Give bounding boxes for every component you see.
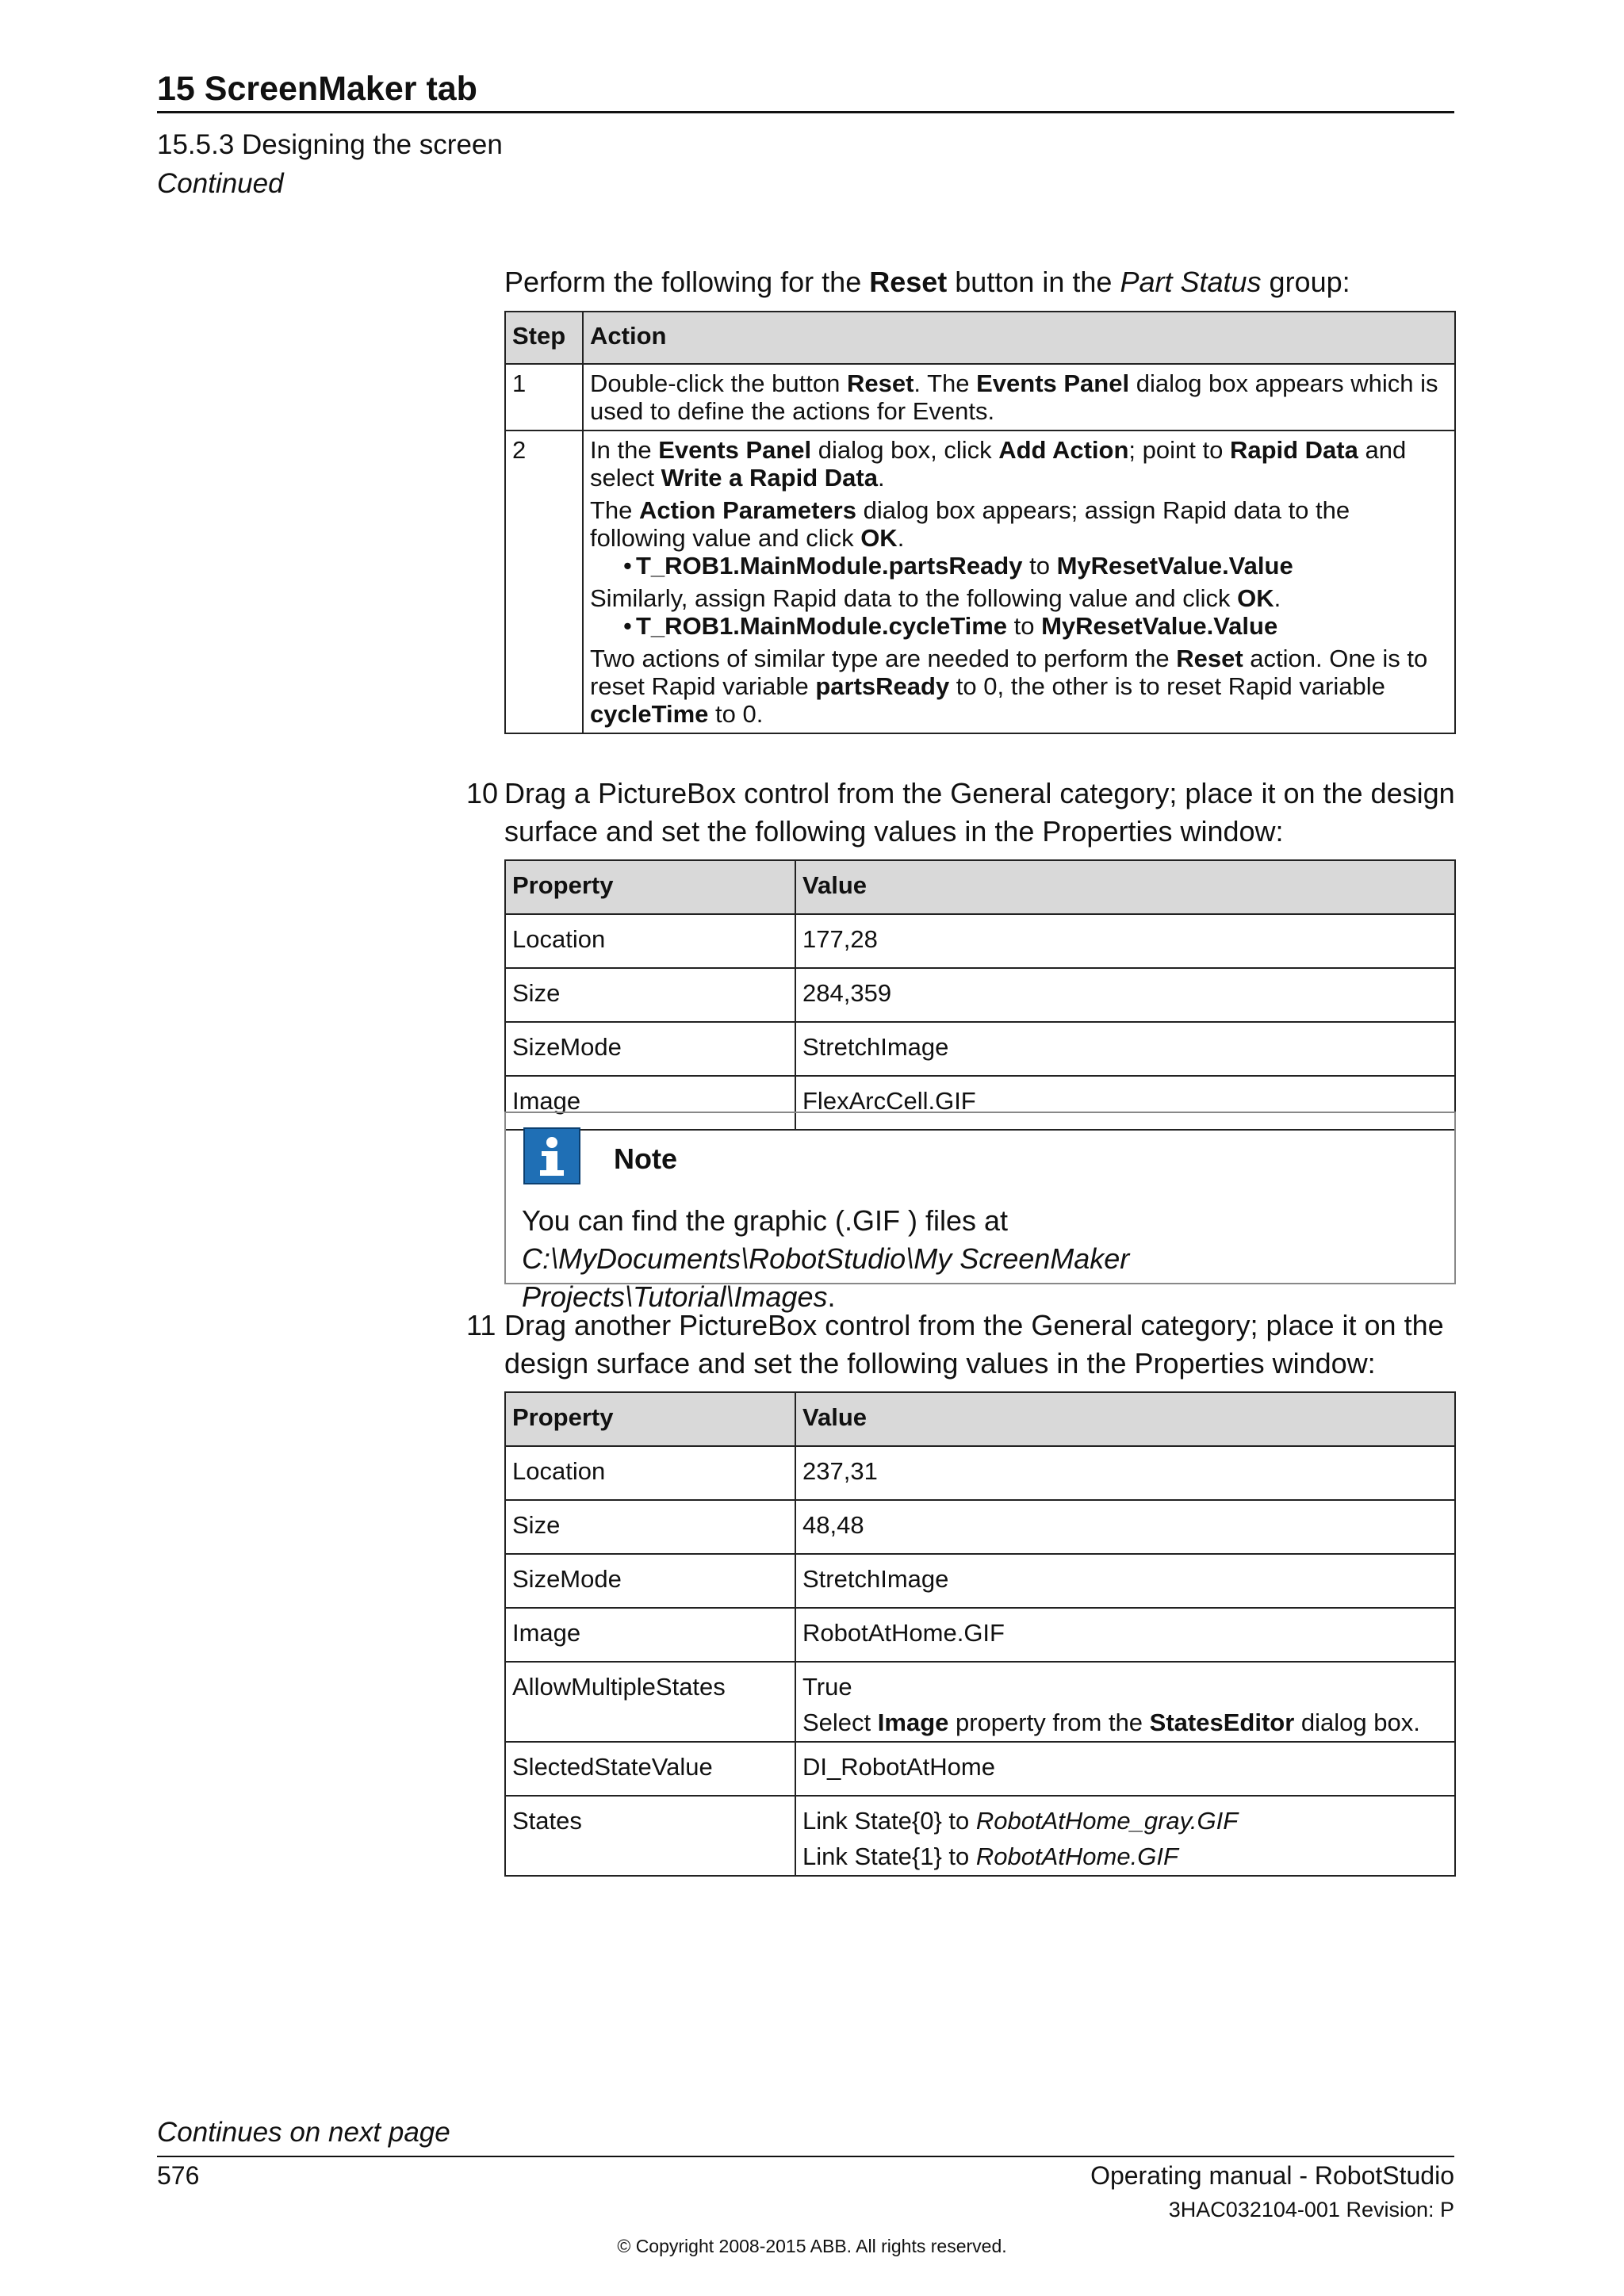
- property-name: SizeMode: [505, 1554, 795, 1608]
- step-10-text: Drag a PictureBox control from the General category; place it on the design surface and set the following values in the Properties window:: [504, 777, 1455, 848]
- property-name: SizeMode: [505, 1022, 795, 1076]
- column-header-property: Property: [505, 860, 795, 914]
- note-title: Note: [614, 1142, 677, 1175]
- header-divider: [157, 111, 1454, 113]
- list-item: • T_ROB1.MainModule.partsReady to MyResetValue.Value: [590, 552, 1450, 580]
- value-line: True: [802, 1673, 852, 1701]
- table-row: [505, 1662, 1455, 1742]
- note-box: [504, 1112, 1456, 1313]
- property-value: [795, 1662, 1455, 1742]
- property-value: 177,28: [795, 914, 1455, 968]
- step-11-text: Drag another PictureBox control from the General category; place it on the design surface and set the following values in the Properties window:: [504, 1309, 1444, 1380]
- step-action-table: [504, 311, 1456, 734]
- property-value: 284,359: [795, 968, 1455, 1022]
- step-number: 2: [505, 430, 583, 733]
- bullet-list: [590, 612, 1450, 640]
- property-name: AllowMultipleStates: [505, 1662, 795, 1742]
- copyright: © Copyright 2008-2015 ABB. All rights reserved.: [617, 2236, 1007, 2256]
- step-number-10: 10: [466, 777, 499, 809]
- table-row: [505, 1446, 1455, 1500]
- property-value: StretchImage: [795, 1022, 1455, 1076]
- note-text: You can find the graphic (.GIF ) files at C:\MyDocuments\RobotStudio\My ScreenMaker Projects\Tutorial\Images.: [522, 1204, 1130, 1313]
- property-value: DI_RobotAtHome: [795, 1742, 1455, 1796]
- chapter-title: 15 ScreenMaker tab: [157, 70, 477, 108]
- property-value: 48,48: [795, 1500, 1455, 1554]
- property-name: Size: [505, 968, 795, 1022]
- action-paragraph: Similarly, assign Rapid data to the following value and click OK.: [590, 584, 1281, 612]
- value-line: Select Image property from the StatesEditor dialog box.: [802, 1709, 1420, 1736]
- table-row: [505, 1608, 1455, 1662]
- property-name: Location: [505, 1446, 795, 1500]
- column-header-property: Property: [505, 1392, 795, 1446]
- page-number: 576: [157, 2161, 200, 2190]
- table-row: [505, 968, 1455, 1022]
- value-line: Link State{1} to RobotAtHome.GIF: [802, 1843, 1178, 1870]
- intro-text: Perform the following for the Reset button in the Part Status group:: [504, 266, 1350, 298]
- action-paragraph: The Action Parameters dialog box appears; assign Rapid data to the following value and click OK.: [590, 496, 1350, 552]
- manual-title: Operating manual - RobotStudio: [1090, 2161, 1454, 2190]
- action-cell: [583, 430, 1455, 733]
- action-paragraph: In the Events Panel dialog box, click Add Action; point to Rapid Data and select Write a Rapid Data.: [590, 436, 1407, 492]
- action-paragraph: Two actions of similar type are needed to perform the Reset action. One is to reset Rapid variable partsReady to 0, the other is to reset Rapid variable cycleTime to 0.: [590, 645, 1428, 728]
- column-header-value: Value: [795, 860, 1455, 914]
- table-row: [505, 430, 1455, 733]
- table-row: [505, 1500, 1455, 1554]
- continued-label: Continued: [157, 168, 284, 199]
- column-header-action: Action: [583, 312, 1455, 364]
- table-header-row: [505, 860, 1455, 914]
- table-header-row: [505, 312, 1455, 364]
- property-name: States: [505, 1796, 795, 1876]
- property-value: 237,31: [795, 1446, 1455, 1500]
- table-row: [505, 1022, 1455, 1076]
- footer-divider: [157, 2156, 1454, 2157]
- section-title: 15.5.3 Designing the screen: [157, 129, 503, 160]
- list-item: • T_ROB1.MainModule.cycleTime to MyResetValue.Value: [590, 612, 1450, 640]
- property-value: [795, 1796, 1455, 1876]
- action-cell: Double-click the button Reset. The Events Panel dialog box appears which is used to define the actions for Events.: [583, 364, 1455, 430]
- info-icon: [523, 1127, 580, 1184]
- column-header-step: Step: [505, 312, 583, 364]
- step-number-11: 11: [466, 1309, 496, 1341]
- property-name: SlectedStateValue: [505, 1742, 795, 1796]
- bullet-list: [590, 552, 1450, 580]
- value-line: Link State{0} to RobotAtHome_gray.GIF: [802, 1807, 1239, 1835]
- step-number: 1: [505, 364, 583, 430]
- table-row: [505, 1796, 1455, 1876]
- column-header-value: Value: [795, 1392, 1455, 1446]
- table-row: [505, 914, 1455, 968]
- table-row: [505, 364, 1455, 430]
- property-value: StretchImage: [795, 1554, 1455, 1608]
- table-row: [505, 1554, 1455, 1608]
- property-value: FlexArcCell.GIF: [795, 1076, 1455, 1130]
- property-name: Image: [505, 1608, 795, 1662]
- property-name: Location: [505, 914, 795, 968]
- document-id: 3HAC032104-001 Revision: P: [1168, 2198, 1454, 2221]
- property-name: Size: [505, 1500, 795, 1554]
- property-name: Image: [505, 1076, 795, 1130]
- continues-on-next-page: Continues on next page: [157, 2117, 450, 2148]
- table-row: [505, 1742, 1455, 1796]
- properties-table-2: [504, 1391, 1456, 1877]
- property-value: RobotAtHome.GIF: [795, 1608, 1455, 1662]
- table-header-row: [505, 1392, 1455, 1446]
- properties-table-1: [504, 859, 1456, 1131]
